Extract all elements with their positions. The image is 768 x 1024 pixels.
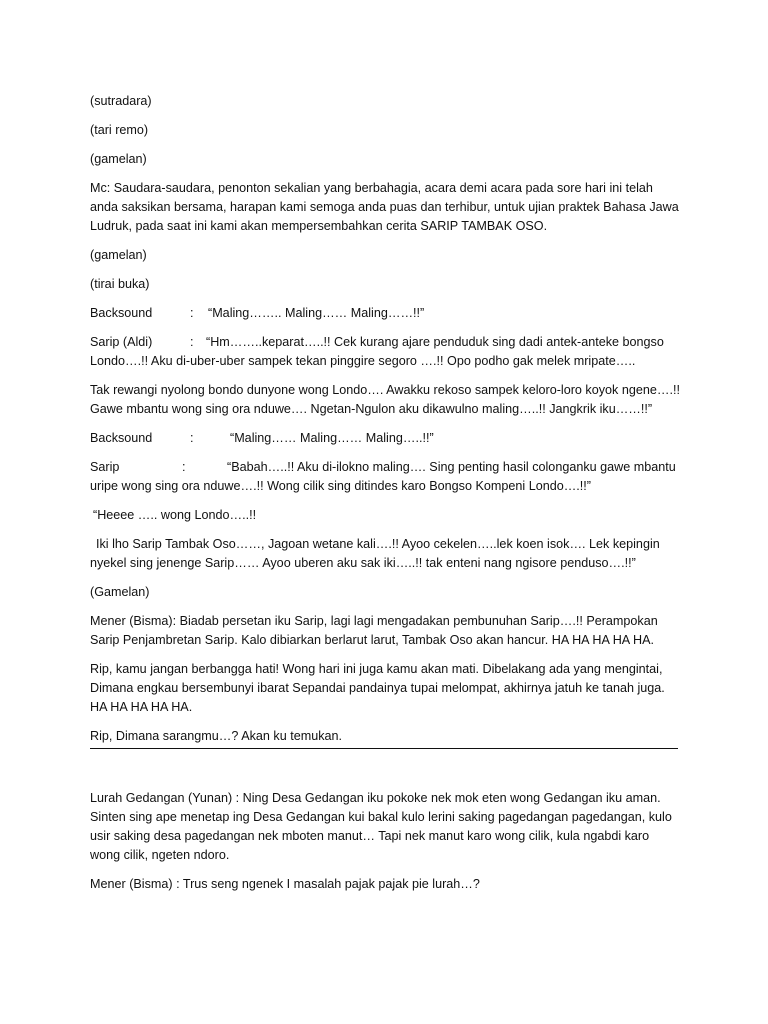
dialogue-line: [90, 429, 682, 448]
speaker-colon: :: [182, 460, 186, 474]
speaker-name: Backsound: [90, 431, 153, 445]
dialogue-text: “Maling…… Maling…… Maling…..!!”: [230, 431, 434, 445]
speaker-colon: :: [190, 306, 194, 320]
document-body: [90, 92, 682, 904]
dialogue-paragraph: Mener (Bisma): Biadab persetan iku Sarip, lagi lagi mengadakan pembunuhan Sarip….!! Perampokan Sarip Penjambretan Sarip. Kalo dibiarkan berlarut larut, Tambak Oso akan hancur. HA HA HA HA HA.: [90, 614, 658, 647]
dialogue-line: [90, 333, 682, 371]
dialogue-line: [90, 458, 682, 496]
dialogue-text: “Maling…….. Maling…… Maling……!!”: [208, 306, 425, 320]
stage-direction: (gamelan): [90, 248, 147, 262]
dialogue-paragraph: Tak rewangi nyolong bondo dunyone wong Londo…. Awakku rekoso sampek keloro-loro koyok ngene….!! Gawe mbantu wong sing ora nduwe…. Ngetan-Ngulon aku dikawulno maling…..!! Jangkrik iku……!!”: [90, 383, 680, 416]
dialogue-paragraph: Mc: Saudara-saudara, penonton sekalian yang berbahagia, acara demi acara pada sore hari ini telah anda saksikan bersama, harapan kami semoga anda puas dan terhibur, untuk ujian praktek Bahasa Jawa Ludruk, pada saat ini kami akan mempersembahkan cerita SARIP TAMBAK OSO.: [90, 181, 679, 233]
speaker-colon: :: [190, 335, 194, 349]
dialogue-paragraph: Lurah Gedangan (Yunan) : Ning Desa Gedangan iku pokoke nek mok eten wong Gedangan iku aman. Sinten sing ape menetap ing Desa Gedangan kui bakal kulo lerini saking pagedangan pagedangan, kulo usir saking desa pagedangan nek mboten manut… Tapi nek manut karo wong cilik, kula ngabdi karo wong cilik, ngeten ndoro.: [90, 791, 672, 862]
speaker-colon: :: [190, 431, 194, 445]
dialogue-text: “Hm……..keparat…..!! Cek kurang ajare penduduk sing dadi antek-anteke bongso Londo….!! Aku di-uber-uber sampek tekan pinggire segoro ….!! Opo podho gak melek mripate…..: [90, 335, 664, 368]
dialogue-text: “Babah…..!! Aku di-ilokno maling…. Sing penting hasil colonganku gawe mbantu uripe wong sing ora nduwe….!! Wong cilik sing ditindes karo Bongso Kompeni Londo….!!”: [90, 460, 676, 493]
horizontal-rule: [90, 748, 678, 749]
stage-direction: (gamelan): [90, 152, 147, 166]
stage-direction: (tirai buka): [90, 277, 150, 291]
speaker-name: Backsound: [90, 306, 153, 320]
dialogue-paragraph: Rip, kamu jangan berbangga hati! Wong hari ini juga kamu akan mati. Dibelakang ada yang mengintai, Dimana engkau bersembunyi ibarat Sepandai pandainya tupai melompat, akhirnya jatuh ke tanah juga. HA HA HA HA HA.: [90, 662, 665, 714]
dialogue-line: [90, 304, 682, 323]
dialogue-paragraph: Rip, Dimana sarangmu…? Akan ku temukan.: [90, 729, 342, 743]
speaker-name: Sarip: [90, 460, 120, 474]
dialogue-paragraph: Mener (Bisma) : Trus seng ngenek I masalah pajak pajak pie lurah…?: [90, 877, 480, 891]
stage-direction: (sutradara): [90, 94, 152, 108]
dialogue-paragraph: “Heeee ….. wong Londo…..!!: [93, 508, 257, 522]
stage-direction: (tari remo): [90, 123, 149, 137]
speaker-name: Sarip (Aldi): [90, 335, 153, 349]
dialogue-paragraph: Iki lho Sarip Tambak Oso……, Jagoan wetane kali….!! Ayoo cekelen…..lek koen isok…. Lek kepingin nyekel sing jenenge Sarip…… Ayoo uberen aku sak iki…..!! tak enteni nang ngisore penduso….!!”: [90, 537, 660, 570]
stage-direction: (Gamelan): [90, 585, 150, 599]
